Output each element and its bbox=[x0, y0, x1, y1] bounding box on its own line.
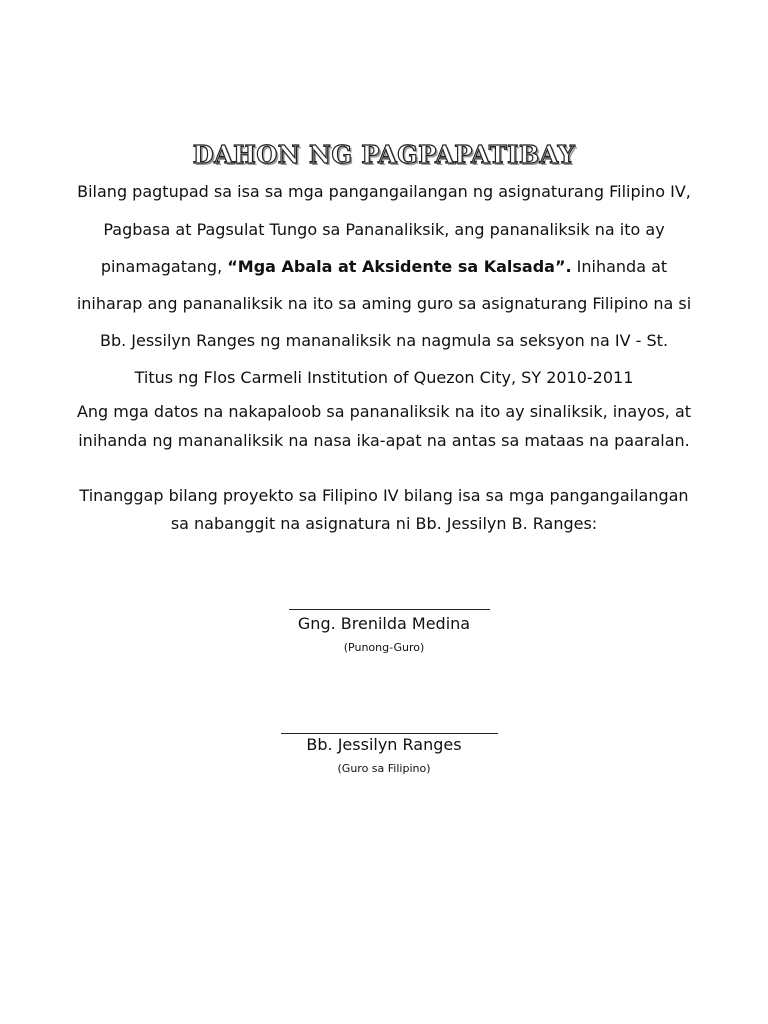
paragraph1-line3-prefix: pinamagatang, bbox=[100, 257, 228, 276]
paragraph1-line1: Bilang pagtupad sa isa sa mga pangangailangan ng asignaturang Filipino IV, bbox=[77, 182, 691, 201]
paragraph1-line5: Bb. Jessilyn Ranges ng mananaliksik na nagmula sa seksyon na IV - St. bbox=[99, 331, 669, 350]
signature-line-teacher bbox=[281, 733, 498, 734]
paragraph3-line1: Tinanggap bilang proyekto sa Filipino IV bilang isa sa mga pangangailangan bbox=[79, 486, 689, 505]
paragraph1-line6: Titus ng Flos Carmeli Institution of Quezon City, SY 2010-2011 bbox=[134, 368, 634, 387]
signature-line-principal bbox=[289, 609, 490, 610]
research-title: “Mga Abala at Aksidente sa Kalsada”. bbox=[227, 257, 572, 276]
document-title: DAHON NG PAGPAPATIBAY bbox=[192, 140, 576, 169]
teacher-name: Bb. Jessilyn Ranges bbox=[306, 735, 462, 754]
principal-role: (Punong-Guro) bbox=[343, 641, 425, 654]
paragraph1-line2: Pagbasa at Pagsulat Tungo sa Pananaliksik, ang pananaliksik na ito ay bbox=[103, 220, 665, 239]
paragraph3-line2: sa nabanggit na asignatura ni Bb. Jessilyn B. Ranges: bbox=[170, 514, 598, 533]
principal-name: Gng. Brenilda Medina bbox=[297, 614, 471, 633]
paragraph1-line3-suffix: Inihanda at bbox=[571, 257, 668, 276]
paragraph1-line4: iniharap ang pananaliksik na ito sa aming guro sa asignaturang Filipino na si bbox=[76, 294, 692, 313]
paragraph2-line2: inihanda ng mananaliksik na nasa ika-apat na antas sa mataas na paaralan. bbox=[78, 431, 690, 450]
paragraph2-line1: Ang mga datos na nakapaloob sa pananaliksik na ito ay sinaliksik, inayos, at bbox=[76, 402, 692, 421]
paragraph1-line3 bbox=[0, 257, 768, 277]
teacher-role: (Guro sa Filipino) bbox=[337, 762, 431, 775]
